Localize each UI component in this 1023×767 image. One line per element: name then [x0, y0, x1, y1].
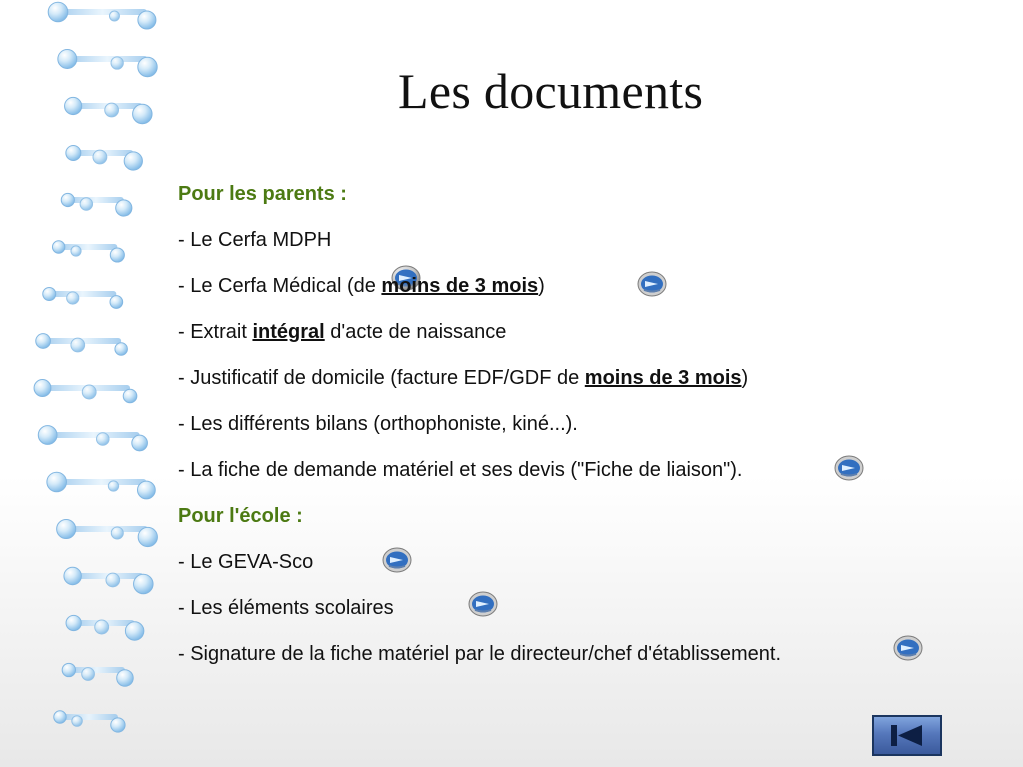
- ecole-heading: [178, 502, 998, 548]
- parents-heading-text: Pour les parents :: [178, 183, 347, 205]
- list-item-signature: [178, 640, 998, 686]
- dna-sphere: [57, 519, 76, 538]
- dna-sphere: [138, 527, 157, 546]
- dna-rod: [58, 9, 147, 15]
- dna-rod: [49, 291, 116, 297]
- list-item-extrait: [178, 318, 998, 364]
- dna-sphere: [48, 2, 68, 22]
- cerfa-medical-prefix: - Le Cerfa Médical (de: [178, 275, 382, 297]
- dna-rod: [69, 667, 125, 673]
- dna-sphere: [105, 103, 119, 117]
- arrow-link-icon[interactable]: [468, 590, 498, 618]
- previous-slide-icon: [874, 717, 940, 754]
- dna-sphere: [34, 380, 51, 397]
- list-item-cerfa-medical: [178, 272, 998, 318]
- dna-rod: [57, 479, 147, 485]
- extrait-emphasis: intégral: [252, 321, 325, 343]
- dna-sphere: [134, 574, 154, 594]
- dna-sphere: [62, 663, 75, 676]
- dna-sphere: [93, 150, 107, 164]
- slide-title: Les documents: [398, 63, 704, 119]
- signature-text: - Signature de la fiche matériel par le directeur/chef d'établissement.: [178, 643, 782, 665]
- dna-rod: [59, 244, 118, 250]
- dna-sphere: [110, 296, 123, 309]
- dna-sphere: [71, 246, 81, 256]
- dna-sphere: [47, 472, 67, 492]
- dna-sphere: [58, 50, 77, 69]
- dna-sphere: [82, 385, 96, 399]
- ecole-heading-text: Pour l'école :: [178, 505, 303, 527]
- dna-sphere: [95, 620, 109, 634]
- dna-sphere: [108, 481, 118, 491]
- extrait-suffix: d'acte de naissance: [324, 321, 507, 343]
- dna-sphere: [80, 198, 92, 210]
- dna-rod: [60, 714, 118, 720]
- previous-slide-button[interactable]: [872, 715, 942, 756]
- dna-sphere: [96, 433, 109, 446]
- dna-sphere: [72, 716, 82, 726]
- dna-sphere: [110, 248, 124, 262]
- dna-sphere: [123, 389, 137, 403]
- list-item-justificatif: [178, 364, 998, 410]
- cerfa-medical-suffix: ): [538, 275, 545, 297]
- fiche-text: - La fiche de demande matériel et ses devis ("Fiche de liaison").: [178, 459, 743, 481]
- extrait-prefix: - Extrait: [178, 321, 253, 343]
- dna-rod: [48, 432, 140, 438]
- list-item-geva-sco: [178, 548, 998, 594]
- bilans-text: - Les différents bilans (orthophoniste, kiné...).: [178, 413, 578, 435]
- dna-sphere: [71, 338, 85, 352]
- dna-sphere: [132, 435, 148, 451]
- dna-sphere: [125, 622, 143, 640]
- dna-sphere: [138, 11, 156, 29]
- arrow-link-icon[interactable]: [834, 454, 864, 482]
- dna-sphere: [138, 57, 157, 76]
- dna-sphere: [116, 200, 132, 216]
- arrow-link-icon[interactable]: [893, 634, 923, 662]
- dna-sphere: [111, 57, 123, 69]
- dna-sphere: [52, 241, 64, 253]
- justificatif-prefix: - Justificatif de domicile (facture EDF/GDF de: [178, 367, 585, 389]
- arrow-link-icon[interactable]: [382, 546, 412, 574]
- scolaires-text: - Les éléments scolaires: [178, 597, 394, 619]
- dna-decoration: [0, 0, 170, 767]
- dna-sphere: [66, 146, 81, 161]
- cerfa-mdph-text: - Le Cerfa MDPH: [178, 229, 332, 251]
- dna-rod: [66, 526, 148, 532]
- dna-sphere: [124, 152, 142, 170]
- dna-sphere: [43, 288, 56, 301]
- dna-sphere: [36, 334, 51, 349]
- dna-sphere: [109, 11, 119, 21]
- dna-sphere: [67, 292, 79, 304]
- dna-sphere: [66, 615, 81, 630]
- dna-sphere: [65, 97, 82, 114]
- dna-sphere: [111, 527, 123, 539]
- dna-sphere: [61, 193, 74, 206]
- list-item-fiche: [178, 456, 998, 502]
- geva-text: - Le GEVA-Sco: [178, 551, 314, 573]
- dna-sphere: [115, 343, 127, 355]
- dna-sphere: [133, 104, 152, 123]
- dna-sphere: [64, 567, 81, 584]
- justificatif-emphasis: moins de 3 mois: [584, 367, 742, 389]
- dna-rod: [68, 197, 124, 203]
- parents-heading: [178, 180, 998, 226]
- dna-sphere: [82, 668, 95, 681]
- dna-sphere: [38, 426, 57, 445]
- list-item-bilans: [178, 410, 998, 456]
- arrow-link-icon[interactable]: [637, 270, 667, 298]
- dna-sphere: [106, 573, 120, 587]
- dna-sphere: [137, 481, 155, 499]
- list-item-scolaires: [178, 594, 998, 640]
- dna-sphere: [111, 718, 125, 732]
- document-list: [178, 180, 998, 686]
- list-item-cerfa-mdph: [178, 226, 998, 272]
- dna-sphere: [117, 670, 134, 687]
- cerfa-medical-emphasis: moins de 3 mois: [381, 275, 539, 297]
- dna-rod: [67, 56, 147, 62]
- dna-sphere: [54, 711, 66, 723]
- justificatif-suffix: ): [741, 367, 749, 389]
